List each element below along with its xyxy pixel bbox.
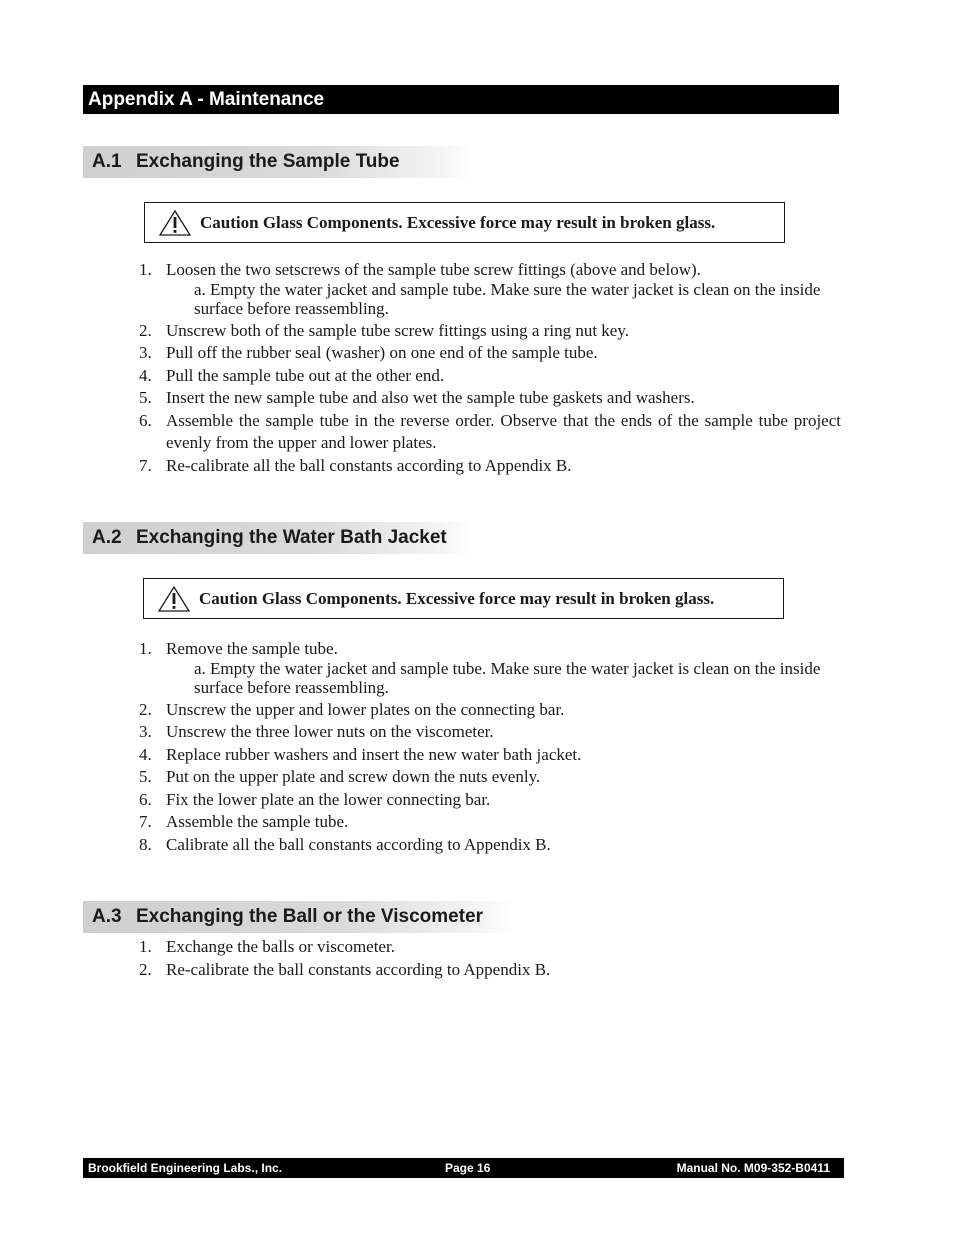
list-item bbox=[0, 789, 841, 812]
step-number: 8. bbox=[139, 834, 152, 854]
step-number: 5. bbox=[139, 767, 152, 786]
step-number: 4. bbox=[139, 365, 152, 385]
list-item bbox=[0, 744, 841, 767]
step-text: Unscrew the upper and lower plates on the connecting bar. bbox=[166, 699, 565, 719]
section-heading-a1 bbox=[83, 146, 471, 178]
step-text: Replace rubber washers and insert the new water bath jacket. bbox=[166, 744, 582, 764]
steps-list-a2 bbox=[0, 638, 841, 856]
step-subtext: a. Empty the water jacket and sample tube. Make sure the water jacket is clean on the inside surface before reassembling. bbox=[194, 279, 821, 318]
step-text: Remove the sample tube. bbox=[166, 639, 338, 658]
section-number: A.3 bbox=[92, 906, 122, 927]
step-number: 4. bbox=[139, 744, 152, 764]
step-text: Re-calibrate the ball constants according to Appendix B. bbox=[166, 959, 551, 979]
step-text: Pull off the rubber seal (washer) on one end of the sample tube. bbox=[166, 343, 598, 362]
list-item bbox=[0, 834, 841, 857]
step-number: 2. bbox=[139, 320, 152, 340]
step-text: Insert the new sample tube and also wet the sample tube gaskets and washers. bbox=[166, 388, 695, 407]
section-heading-a2 bbox=[83, 522, 471, 554]
step-number: 2. bbox=[139, 959, 152, 979]
caution-box-a1 bbox=[144, 202, 785, 243]
list-item bbox=[0, 936, 841, 959]
section-heading-a3 bbox=[83, 901, 513, 933]
page-footer bbox=[83, 1158, 844, 1178]
step-text: Unscrew the three lower nuts on the viscometer. bbox=[166, 722, 494, 741]
step-number: 1. bbox=[139, 260, 152, 279]
section-number: A.1 bbox=[92, 151, 122, 172]
step-number: 3. bbox=[139, 722, 152, 741]
list-item bbox=[0, 320, 841, 343]
step-text: Fix the lower plate an the lower connecting bar. bbox=[166, 789, 491, 809]
step-number: 5. bbox=[139, 388, 152, 407]
step-number: 1. bbox=[139, 937, 152, 956]
step-text: Re-calibrate all the ball constants according to Appendix B. bbox=[166, 455, 572, 475]
section-title: Exchanging the Water Bath Jacket bbox=[136, 527, 447, 548]
list-item bbox=[0, 410, 841, 455]
section-title: Exchanging the Ball or the Viscometer bbox=[136, 906, 484, 927]
step-text: Assemble the sample tube in the reverse order. Observe that the ends of the sample tube project evenly from the upper and lower plates. bbox=[166, 410, 841, 452]
list-item bbox=[0, 387, 841, 410]
step-number: 7. bbox=[139, 455, 152, 475]
list-item bbox=[0, 638, 841, 697]
list-item bbox=[0, 811, 841, 834]
list-item bbox=[0, 721, 841, 744]
footer-manual-number: Manual No. M09-352-B0411 bbox=[676, 1161, 830, 1175]
step-subtext: a. Empty the water jacket and sample tube. Make sure the water jacket is clean on the inside surface before reassembling. bbox=[194, 658, 821, 697]
step-number: 6. bbox=[139, 410, 152, 430]
list-item bbox=[0, 455, 841, 478]
appendix-title: Appendix A - Maintenance bbox=[83, 85, 839, 114]
step-number: 1. bbox=[139, 639, 152, 658]
list-item bbox=[0, 766, 841, 789]
step-text: Calibrate all the ball constants according to Appendix B. bbox=[166, 834, 551, 854]
section-title: Exchanging the Sample Tube bbox=[136, 151, 400, 172]
step-text: Loosen the two setscrews of the sample tube screw fittings (above and below). bbox=[166, 260, 701, 279]
step-text: Put on the upper plate and screw down the nuts evenly. bbox=[166, 767, 541, 786]
list-item bbox=[0, 365, 841, 388]
steps-list-a3 bbox=[0, 936, 841, 981]
caution-text: Caution Glass Components. Excessive force may result in broken glass. bbox=[199, 588, 715, 608]
list-item bbox=[0, 342, 841, 365]
caution-text: Caution Glass Components. Excessive force may result in broken glass. bbox=[200, 212, 716, 232]
step-text: Assemble the sample tube. bbox=[166, 812, 349, 831]
footer-company: Brookfield Engineering Labs., Inc. bbox=[88, 1161, 283, 1175]
steps-list-a1 bbox=[0, 259, 841, 477]
step-number: 2. bbox=[139, 699, 152, 719]
section-number: A.2 bbox=[92, 527, 122, 548]
step-number: 3. bbox=[139, 343, 152, 362]
list-item bbox=[0, 699, 841, 722]
warning-triangle-icon bbox=[159, 210, 191, 236]
caution-box-a2 bbox=[143, 578, 784, 619]
step-number: 7. bbox=[139, 812, 152, 831]
footer-page-number: Page 16 bbox=[445, 1161, 491, 1175]
step-number: 6. bbox=[139, 789, 152, 809]
step-text: Unscrew both of the sample tube screw fittings using a ring nut key. bbox=[166, 320, 629, 340]
list-item bbox=[0, 259, 841, 318]
step-text: Exchange the balls or viscometer. bbox=[166, 937, 395, 956]
list-item bbox=[0, 959, 841, 982]
warning-triangle-icon bbox=[158, 586, 190, 612]
step-text: Pull the sample tube out at the other end. bbox=[166, 365, 445, 385]
